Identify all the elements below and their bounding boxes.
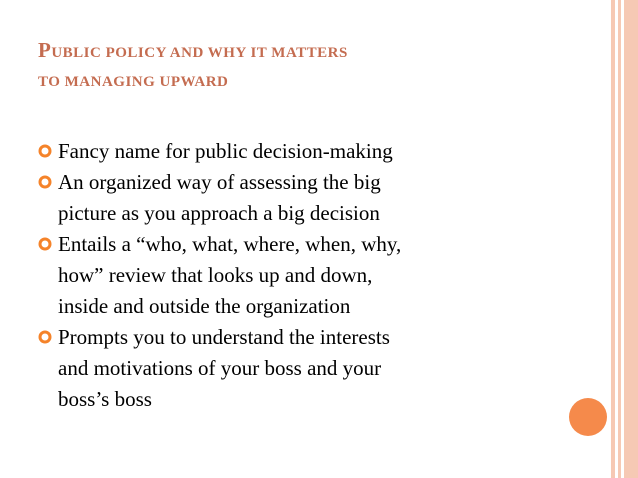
bullet-line: Entails a “who, what, where, when, why, — [58, 232, 402, 256]
title-line-1 — [38, 36, 558, 67]
bullet-item — [38, 322, 538, 415]
bullet-item — [38, 229, 538, 322]
bullet-circle-icon — [38, 237, 52, 251]
bullet-item — [38, 167, 538, 229]
title-line-1-text: UBLIC POLICY AND WHY IT MATTERS — [51, 45, 348, 61]
bullet-circle-icon — [38, 144, 52, 158]
bullet-circle-icon — [38, 175, 52, 189]
decorative-stripe — [624, 0, 638, 478]
title-line-2 — [38, 67, 558, 96]
bullet-circle-icon — [38, 330, 52, 344]
bullet-line: An organized way of assessing the big — [58, 170, 381, 194]
title-initial: P — [38, 38, 52, 62]
bullet-line: how” review that looks up and down, — [58, 263, 373, 287]
title-line-2-text: TO MANAGING UPWARD — [38, 74, 229, 90]
slide-title — [38, 36, 558, 96]
bullet-line: and motivations of your boss and your — [58, 356, 382, 380]
accent-circle — [569, 398, 607, 436]
bullet-line: inside and outside the organization — [58, 294, 351, 318]
decorative-stripe — [618, 0, 621, 478]
bullet-list — [38, 136, 538, 415]
decorative-stripe — [611, 0, 615, 478]
bullet-line: Fancy name for public decision-making — [58, 139, 393, 163]
bullet-item — [38, 136, 538, 167]
bullet-line: boss’s boss — [58, 387, 152, 411]
bullet-line: Prompts you to understand the interests — [58, 325, 390, 349]
bullet-line: picture as you approach a big decision — [58, 201, 380, 225]
